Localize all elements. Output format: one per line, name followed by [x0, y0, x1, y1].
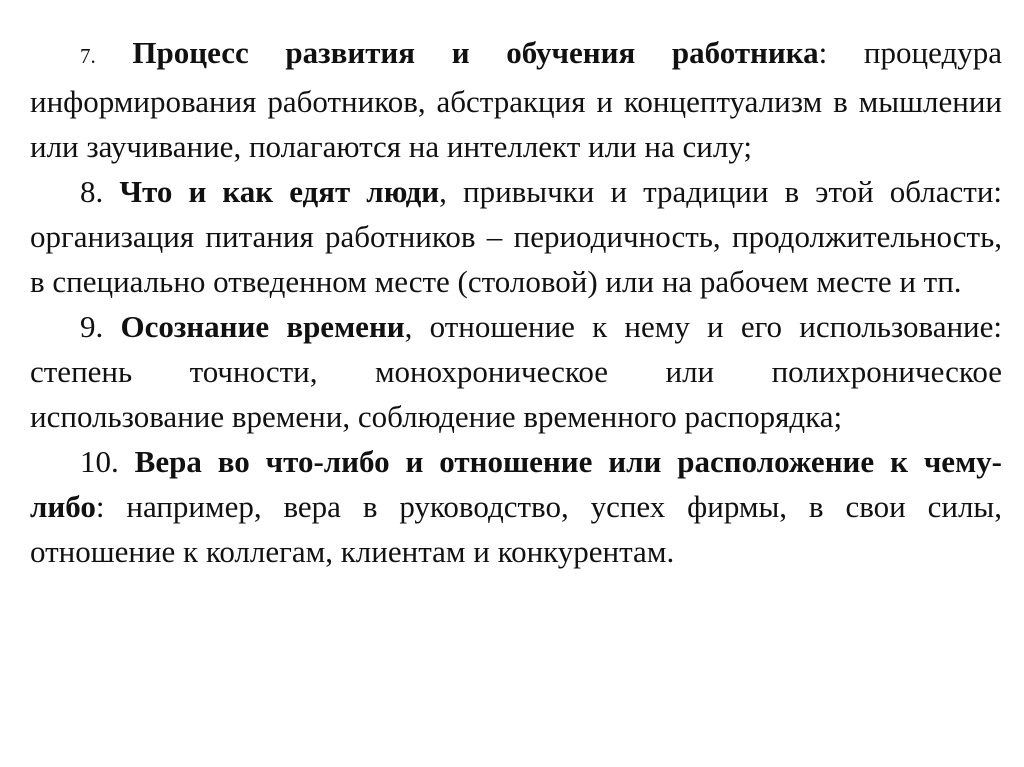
item-number: 7. — [80, 44, 96, 68]
list-item — [30, 30, 1002, 169]
item-heading: Вера во что-либо и отношение или расположение к чему-либо — [30, 444, 1003, 524]
item-number: 9. — [80, 309, 104, 344]
item-heading: Процесс развития и обучения работника — [132, 35, 819, 70]
item-heading: Осознание времени — [120, 309, 405, 344]
item-text: : процедура информирования работников, абстракция и концептуализм в мышлении или заучивание, полагаются на интеллект или на силу; — [30, 35, 1002, 164]
item-text: , отношение к нему и его использование: степень точности, монохроническое или полихроническое использование времени, соблюдение временного распорядка; — [30, 309, 1002, 434]
list-item — [30, 304, 1002, 439]
item-heading: Что и как едят люди — [119, 174, 440, 209]
item-text: : например, вера в руководство, успех фирмы, в свои силы, отношение к коллегам, клиентам и конкурентам. — [30, 489, 1002, 569]
item-number: 10. — [80, 444, 119, 479]
item-text: , привычки и традиции в этой области: организация питания работников – периодичность, продолжительность, в специально отведенном месте (столовой) или на рабочем месте и тп. — [30, 174, 1003, 299]
list-item — [30, 439, 1002, 574]
item-number: 8. — [80, 174, 104, 209]
slide-body — [30, 30, 1002, 574]
list-item — [30, 169, 1002, 304]
